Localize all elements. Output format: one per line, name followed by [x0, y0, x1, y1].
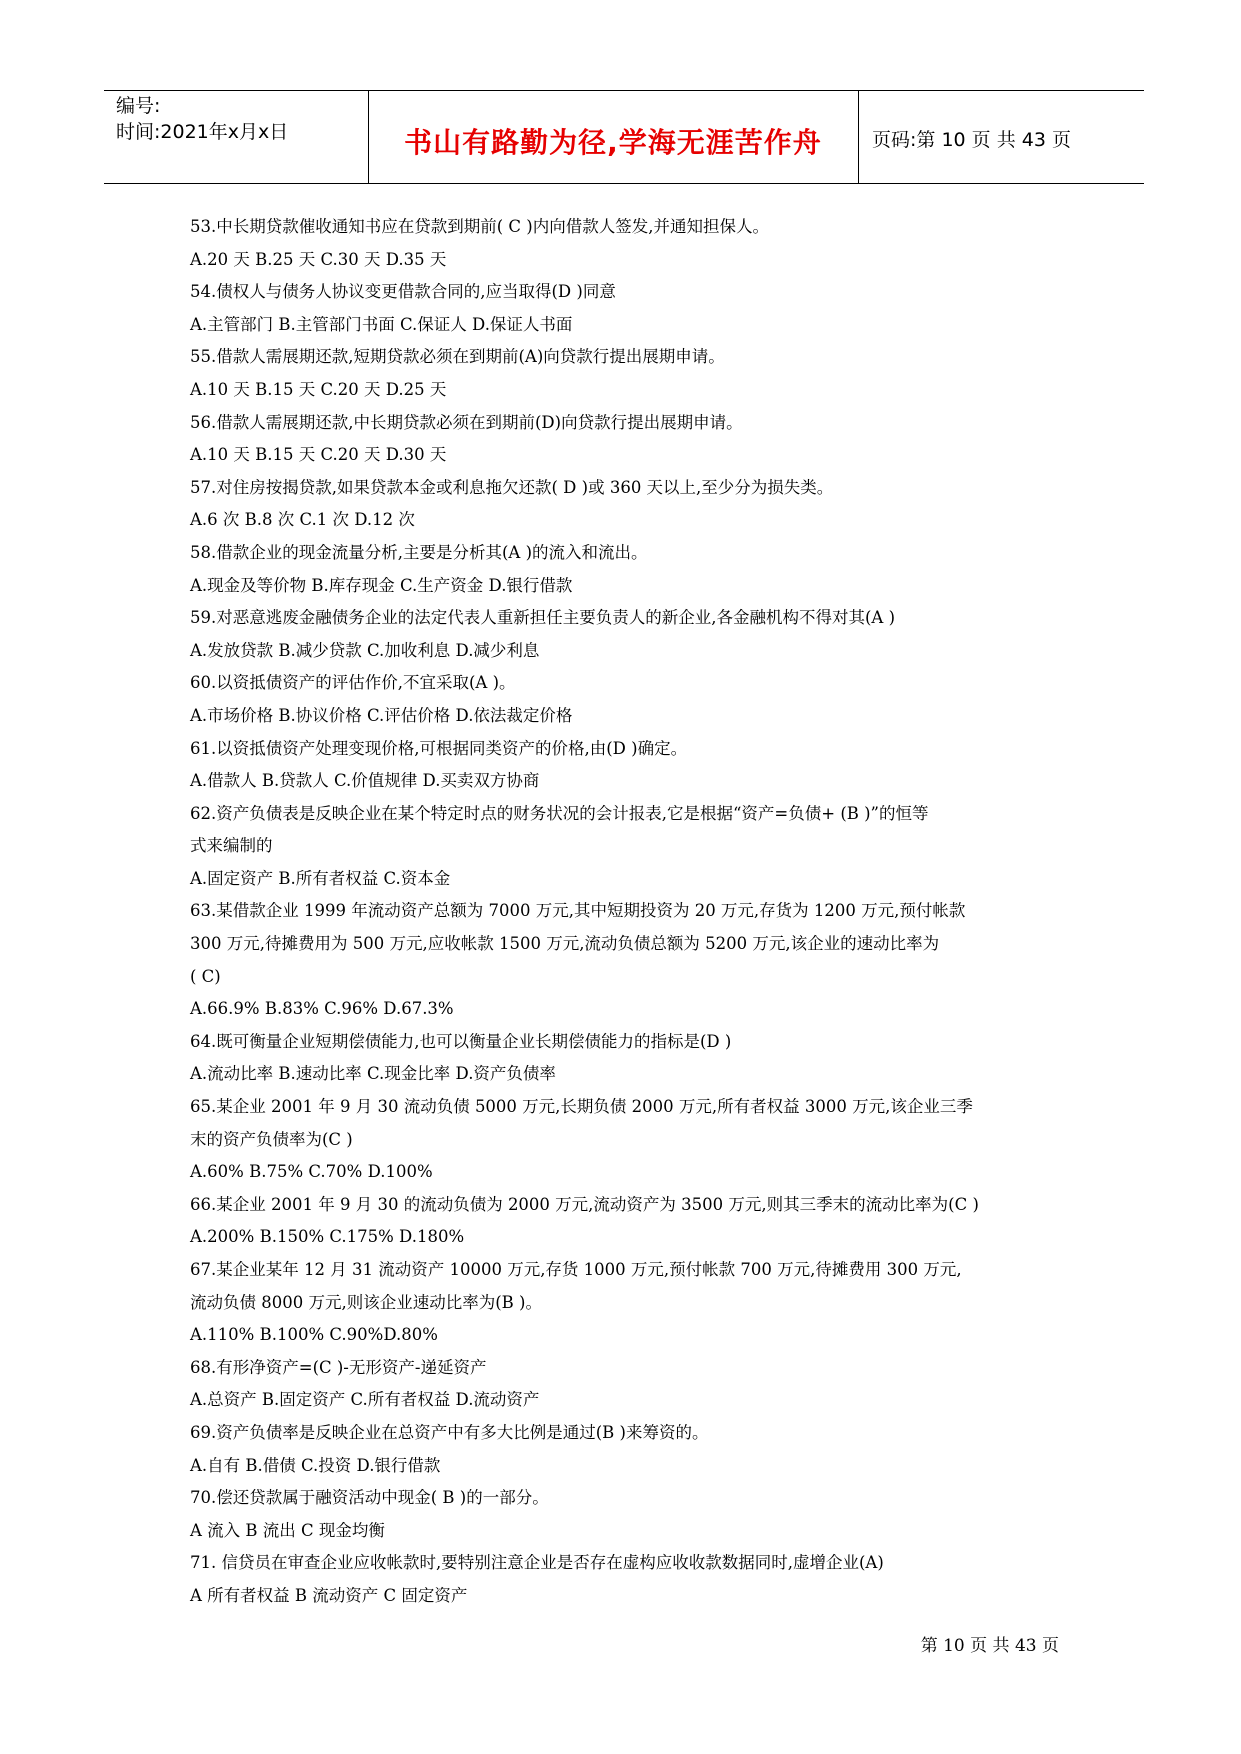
- text-line: 57.对住房按揭贷款,如果贷款本金或利息拖欠还款( D )或 360 天以上,至少分为损失类。: [190, 477, 834, 497]
- header-center-cell: [368, 91, 859, 183]
- text-line: 62.资产负债表是反映企业在某个特定时点的财务状况的会计报表,它是根据“资产=负债+ (B )”的恒等: [190, 803, 929, 823]
- text-line: 65.某企业 2001 年 9 月 30 流动负债 5000 万元,长期负债 2000 万元,所有者权益 3000 万元,该企业三季: [190, 1097, 973, 1117]
- text-line: 60.以资抵债资产的评估作价,不宜采取(A )。: [190, 673, 516, 693]
- text-line: A.现金及等价物 B.库存现金 C.生产资金 D.银行借款: [190, 575, 573, 595]
- question-list: [190, 211, 1070, 1613]
- text-line: 67.某企业某年 12 月 31 流动资产 10000 万元,存货 1000 万元,预付帐款 700 万元,待摊费用 300 万元,: [190, 1260, 962, 1279]
- text-line: A.流动比率 B.速动比率 C.现金比率 D.资产负债率: [190, 1064, 556, 1084]
- text-line: A.固定资产 B.所有者权益 C.资本金: [190, 868, 451, 888]
- text-line: A.发放贷款 B.减少贷款 C.加收利息 D.减少利息: [190, 640, 540, 660]
- text-line: A.20 天 B.25 天 C.30 天 D.35 天: [190, 249, 447, 269]
- text-line: 61.以资抵债资产处理变现价格,可根据同类资产的价格,由(D )确定。: [190, 738, 688, 758]
- text-line: 流动负债 8000 万元,则该企业速动比率为(B )。: [190, 1292, 542, 1312]
- text-line: A.6 次 B.8 次 C.1 次 D.12 次: [190, 510, 415, 530]
- text-line: A.60% B.75% C.70% D.100%: [190, 1162, 433, 1182]
- page-footer: 第 10 页 共 43 页: [920, 1636, 1059, 1656]
- text-line: A.110% B.100% C.90%D.80%: [190, 1325, 438, 1345]
- text-line: 55.借款人需展期还款,短期贷款必须在到期前(A)向贷款行提出展期申请。: [190, 347, 725, 367]
- text-line: A.自有 B.借债 C.投资 D.银行借款: [190, 1455, 441, 1475]
- page-header: [104, 90, 1144, 184]
- text-line: 70.偿还贷款属于融资活动中现金( B )的一部分。: [190, 1488, 549, 1508]
- text-line: 58.借款企业的现金流量分析,主要是分析其(A )的流入和流出。: [190, 542, 648, 562]
- header-page-info: 页码:第 10 页 共 43 页: [872, 129, 1071, 151]
- text-line: 71. 信贷员在审查企业应收帐款时,要特别注意企业是否存在虚构应收收款数据同时,虚增企业(A): [190, 1553, 884, 1573]
- text-line: 64.既可衡量企业短期偿债能力,也可以衡量企业长期偿债能力的指标是(D ): [190, 1031, 732, 1051]
- text-line: 68.有形净资产=(C )-无形资产-递延资产: [190, 1357, 487, 1377]
- text-line: 56.借款人需展期还款,中长期贷款必须在到期前(D)向贷款行提出展期申请。: [190, 412, 743, 432]
- text-line: 53.中长期贷款催收通知书应在贷款到期前( C )内向借款人签发,并通知担保人。: [190, 217, 769, 236]
- text-line: A.总资产 B.固定资产 C.所有者权益 D.流动资产: [190, 1390, 540, 1410]
- header-motto: 书山有路勤为径,学海无涯苦作舟: [404, 126, 822, 159]
- text-line: 300 万元,待摊费用为 500 万元,应收帐款 1500 万元,流动负债总额为 5200 万元,该企业的速动比率为: [190, 934, 940, 954]
- text-line: ( C): [190, 966, 221, 986]
- text-line: A.66.9% B.83% C.96% D.67.3%: [190, 999, 454, 1019]
- text-line: 63.某借款企业 1999 年流动资产总额为 7000 万元,其中短期投资为 20 万元,存货为 1200 万元,预付帐款: [190, 901, 966, 921]
- text-line: 式来编制的: [190, 836, 273, 856]
- header-left-cell: [104, 91, 369, 183]
- text-line: A 流入 B 流出 C 现金均衡: [190, 1520, 385, 1540]
- text-line: A.市场价格 B.协议价格 C.评估价格 D.依法裁定价格: [190, 705, 573, 725]
- text-line: A 所有者权益 B 流动资产 C 固定资产: [190, 1585, 468, 1605]
- document-time-label: 时间:2021年x月x日: [116, 121, 289, 143]
- text-line: A.借款人 B.贷款人 C.价值规律 D.买卖双方协商: [190, 771, 540, 791]
- text-line: A.10 天 B.15 天 C.20 天 D.30 天: [190, 445, 447, 465]
- header-right-cell: [858, 91, 1144, 183]
- document-number-label: 编号:: [116, 95, 161, 117]
- text-line: 末的资产负债率为(C ): [190, 1129, 353, 1149]
- text-line: 69.资产负债率是反映企业在总资产中有多大比例是通过(B )来筹资的。: [190, 1422, 709, 1442]
- text-line: A.主管部门 B.主管部门书面 C.保证人 D.保证人书面: [190, 314, 573, 334]
- text-line: A.10 天 B.15 天 C.20 天 D.25 天: [190, 379, 447, 399]
- text-line: 54.债权人与债务人协议变更借款合同的,应当取得(D )同意: [190, 282, 616, 302]
- text-line: A.200% B.150% C.175% D.180%: [190, 1227, 465, 1247]
- text-line: 59.对恶意逃废金融债务企业的法定代表人重新担任主要负责人的新企业,各金融机构不得对其(A ): [190, 608, 896, 628]
- text-line: 66.某企业 2001 年 9 月 30 的流动负债为 2000 万元,流动资产为 3500 万元,则其三季末的流动比率为(C ): [190, 1194, 979, 1214]
